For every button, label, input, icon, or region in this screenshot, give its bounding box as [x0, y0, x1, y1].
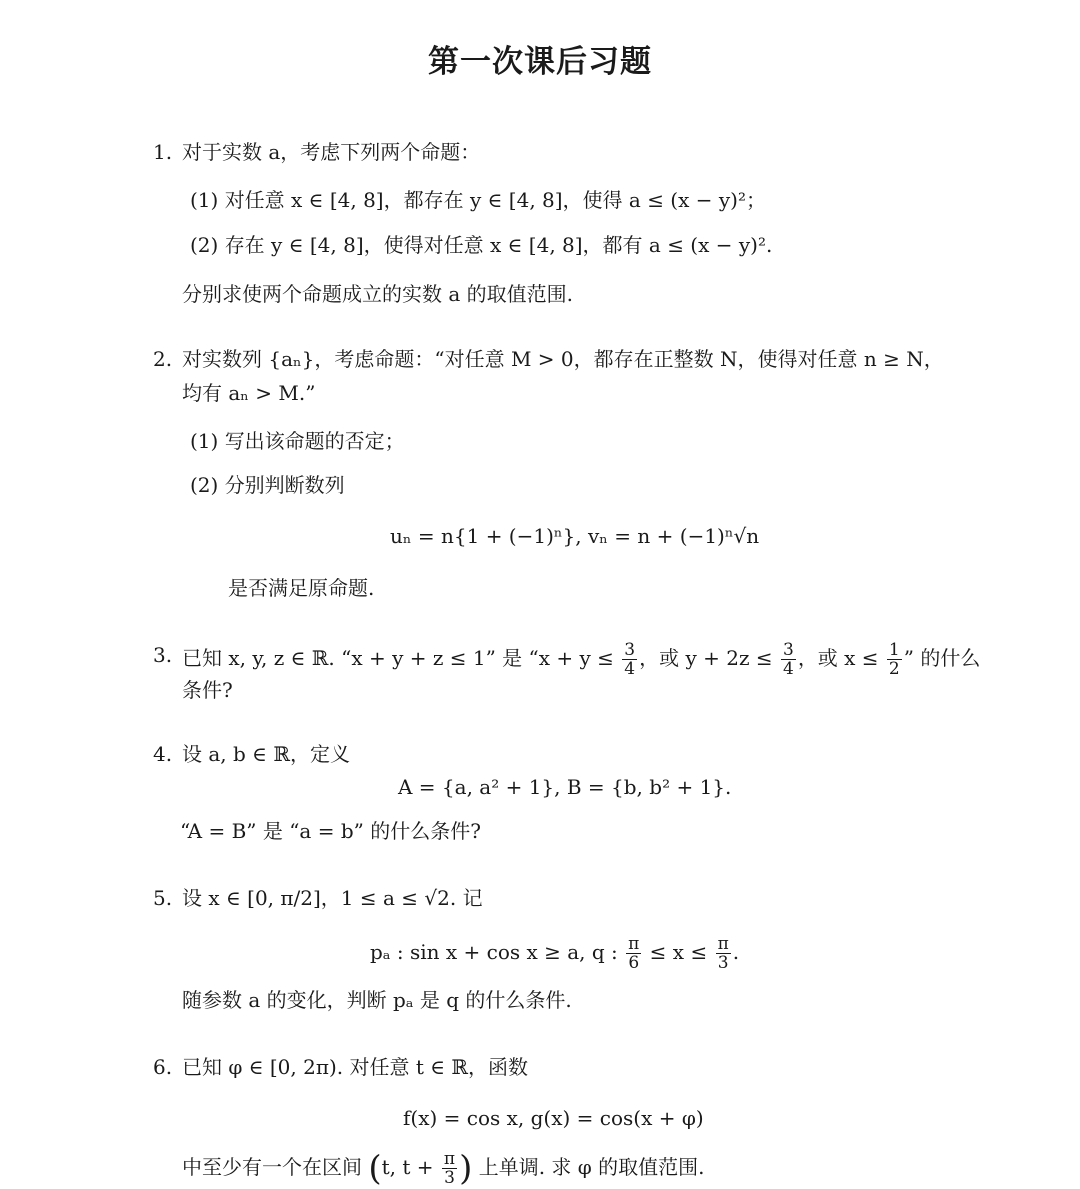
problem-1-intro: 对于实数 a，考虑下列两个命题：: [182, 140, 481, 164]
problem-6-intro: 已知 φ ∈ [0, 2π). 对任意 t ∈ ℝ，函数: [182, 1055, 529, 1079]
problem-4-question: “A = B” 是 “a = b” 的什么条件?: [180, 819, 481, 843]
fraction-pi-6: [626, 935, 641, 972]
problem-5-formula: [370, 935, 739, 972]
problem-6-text-c: 上单调. 求 φ 的取值范围.: [472, 1155, 705, 1179]
problem-5-number: 5.: [153, 886, 173, 910]
problem-5-formula-a: pₐ : sin x + cos x ≥ a, q :: [370, 940, 625, 964]
fraction-denominator: 6: [628, 953, 640, 973]
fraction-denominator: 3: [717, 953, 729, 973]
problem-6-formula: f(x) = cos x, g(x) = cos(x + φ): [403, 1106, 704, 1130]
fraction-pi-3: [716, 935, 731, 972]
problem-3-intro: [182, 641, 980, 678]
problem-3-intro-cont: 条件?: [182, 678, 233, 702]
problem-2-item-2: (2) 分别判断数列: [190, 473, 345, 497]
problem-1-question: 分别求使两个命题成立的实数 a 的取值范围.: [182, 282, 573, 306]
problem-6-question: [182, 1150, 705, 1187]
page-title: 第一次课后习题: [428, 44, 652, 80]
problem-3-text-b: ，或 y + 2z ≤: [639, 646, 779, 670]
problem-5-formula-b: ≤ x ≤: [643, 940, 714, 964]
problem-1-item-2: (2) 存在 y ∈ [4, 8]，使得对任意 x ∈ [4, 8]，都有 a ≤ (x − y)².: [190, 233, 773, 257]
fraction-denominator: 2: [888, 659, 900, 679]
fraction-numerator: 3: [782, 640, 794, 660]
problem-6-text-a: 中至少有一个在区间: [182, 1155, 369, 1179]
problem-4-formula: A = {a, a² + 1}, B = {b, b² + 1}.: [398, 775, 732, 799]
fraction-numerator: 1: [888, 640, 900, 660]
problem-3-text-d: ” 的什么: [903, 646, 981, 670]
fraction-3-4-a: [622, 641, 637, 678]
problem-2-number: 2.: [153, 347, 173, 371]
fraction-pi-3: [442, 1150, 457, 1187]
problem-6-text-b: t, t +: [381, 1155, 440, 1179]
problem-5-intro: 设 x ∈ [0, π/2]，1 ≤ a ≤ √2. 记: [182, 886, 483, 910]
problem-3-text-a: 已知 x, y, z ∈ ℝ. “x + y + z ≤ 1” 是 “x + y ≤: [182, 646, 621, 670]
fraction-numerator: π: [443, 1149, 456, 1169]
problem-5-formula-c: .: [732, 940, 740, 964]
fraction-denominator: 3: [444, 1168, 455, 1188]
problem-5-question: 随参数 a 的变化，判断 pₐ 是 q 的什么条件.: [182, 988, 572, 1012]
left-paren: (: [368, 1148, 382, 1189]
problem-6-number: 6.: [153, 1055, 173, 1079]
problem-2-item-1: (1) 写出该命题的否定；: [190, 429, 405, 453]
fraction-3-4-b: [781, 641, 796, 678]
fraction-numerator: π: [717, 934, 729, 954]
problem-1-number: 1.: [153, 140, 173, 164]
problem-1-item-1: (1) 对任意 x ∈ [4, 8]，都存在 y ∈ [4, 8]，使得 a ≤ (x − y)²；: [190, 188, 766, 212]
problem-4-number: 4.: [153, 742, 173, 766]
right-paren: ): [459, 1148, 473, 1189]
problem-3-text-c: ，或 x ≤: [797, 646, 885, 670]
fraction-denominator: 4: [624, 659, 636, 679]
problem-2-intro: 对实数列 {aₙ}，考虑命题：“对任意 M > 0，都存在正整数 N，使得对任意 n ≥ N，: [182, 347, 944, 371]
fraction-denominator: 4: [782, 659, 794, 679]
problem-3-number: 3.: [153, 643, 173, 667]
problem-2-question: 是否满足原命题.: [228, 576, 375, 600]
fraction-numerator: 3: [624, 640, 636, 660]
problem-4-intro: 设 a, b ∈ ℝ，定义: [182, 742, 350, 766]
problem-2-formula: uₙ = n{1 + (−1)ⁿ}, vₙ = n + (−1)ⁿ√n: [390, 524, 760, 548]
fraction-1-2: [887, 641, 902, 678]
fraction-numerator: π: [628, 934, 640, 954]
problem-2-intro-cont: 均有 aₙ > M.”: [182, 381, 316, 405]
